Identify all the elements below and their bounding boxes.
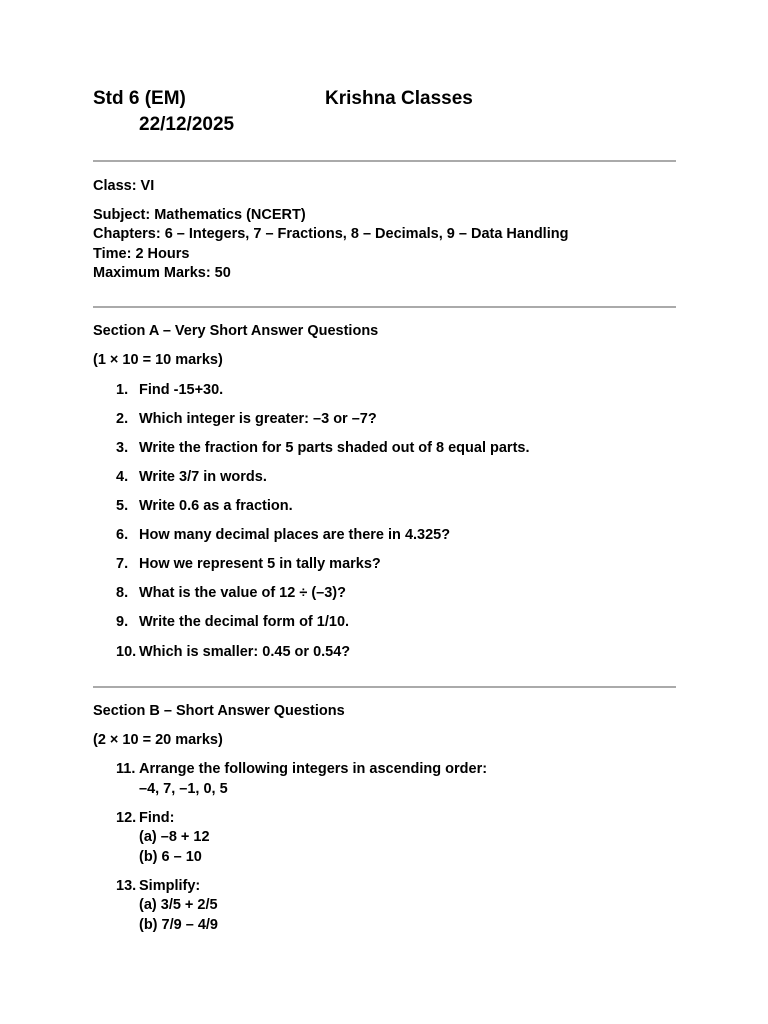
question-subpart: (a) 3/5 + 2/5 <box>139 897 218 913</box>
question-number: 9. <box>116 614 129 630</box>
subject-line: Subject: Mathematics (NCERT) <box>93 207 306 223</box>
question-item <box>116 614 349 630</box>
question-number: 7. <box>116 556 129 572</box>
question-text: Write the fraction for 5 parts shaded out of 8 equal parts. <box>139 440 530 456</box>
question-item <box>116 761 487 777</box>
question-text: Which is smaller: 0.45 or 0.54? <box>139 644 351 660</box>
question-number: 12. <box>116 810 137 826</box>
question-number: 6. <box>116 527 129 543</box>
question-number: 5. <box>116 498 129 514</box>
question-item <box>116 411 377 427</box>
question-number: 1. <box>116 382 129 398</box>
question-number: 4. <box>116 469 129 485</box>
section-a-title: Section A – Very Short Answer Questions <box>93 323 379 339</box>
question-number: 8. <box>116 585 129 601</box>
section-b-title: Section B – Short Answer Questions <box>93 703 345 719</box>
question-item <box>116 878 200 894</box>
question-text: Write 3/7 in words. <box>139 469 267 485</box>
question-number: 3. <box>116 440 129 456</box>
time-line: Time: 2 Hours <box>93 246 190 262</box>
paper-header <box>93 88 676 138</box>
question-text: Simplify: <box>139 878 201 894</box>
divider <box>93 160 676 162</box>
divider <box>93 686 676 688</box>
section-a-marks: (1 × 10 = 10 marks) <box>93 352 223 368</box>
question-text: Write the decimal form of 1/10. <box>139 614 350 630</box>
question-subtext: –4, 7, –1, 0, 5 <box>139 781 228 797</box>
chapters-line: Chapters: 6 – Integers, 7 – Fractions, 8 – Decimals, 9 – Data Handling <box>93 226 569 242</box>
question-text: Arrange the following integers in ascending order: <box>139 761 488 777</box>
question-text: Which integer is greater: –3 or –7? <box>139 411 377 427</box>
question-item <box>116 810 174 826</box>
question-subpart: (a) –8 + 12 <box>139 829 210 845</box>
question-text: Write 0.6 as a fraction. <box>139 498 293 514</box>
question-number: 11. <box>116 761 136 777</box>
question-item <box>116 527 450 543</box>
question-text: What is the value of 12 ÷ (–3)? <box>139 585 346 601</box>
max-marks-line: Maximum Marks: 50 <box>93 265 231 281</box>
question-item <box>116 498 293 514</box>
question-item <box>116 440 530 456</box>
exam-date: 22/12/2025 <box>139 114 235 135</box>
question-number: 2. <box>116 411 129 427</box>
section-b-marks: (2 × 10 = 20 marks) <box>93 732 223 748</box>
question-item <box>116 644 350 660</box>
question-number: 13. <box>116 878 137 894</box>
question-item <box>116 556 381 572</box>
standard-label: Std 6 (EM) <box>93 88 186 109</box>
question-item <box>116 382 223 398</box>
question-text: How many decimal places are there in 4.325? <box>139 527 451 543</box>
question-text: Find: <box>139 810 175 826</box>
divider <box>93 306 676 308</box>
question-item <box>116 585 346 601</box>
institute-name: Krishna Classes <box>325 88 473 109</box>
question-text: Find -15+30. <box>139 382 224 398</box>
question-subpart: (b) 6 – 10 <box>139 849 202 865</box>
question-item <box>116 469 267 485</box>
question-text: How we represent 5 in tally marks? <box>139 556 381 572</box>
question-number: 10. <box>116 644 137 660</box>
question-subpart: (b) 7/9 – 4/9 <box>139 917 218 933</box>
class-line: Class: VI <box>93 178 155 194</box>
